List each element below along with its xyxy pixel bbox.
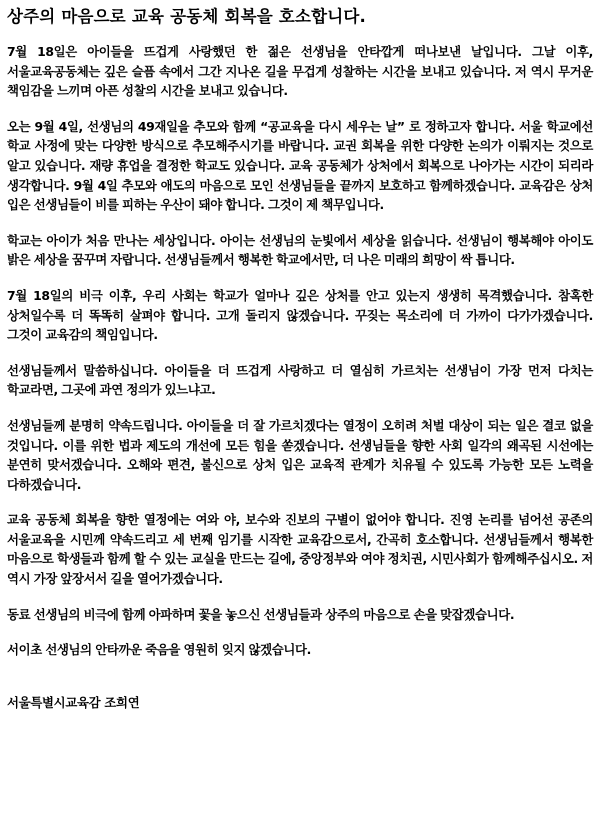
paragraph-never-forget: 서이초 선생님의 안타까운 죽음을 영원히 잊지 않겠습니다.	[7, 642, 312, 658]
paragraph-july18-farewell: 7월 18일은 아이들을 뜨겁게 사랑했던 한 젊은 선생님을 안타깝게 떠나보낸 날입니다. 그날 이후, 서울교육공동체는 깊은 슬픔 속에서 그간 지나온 길을 무겁게 성찰하는 시간을 보내고 있습니다. 저 역시 무거운 책임감을 느끼며 아픈 성찰의 시간을 보내고 있습니다.	[7, 44, 593, 99]
paragraph-after-tragedy: 7월 18일의 비극 이후, 우리 사회는 학교가 얼마나 깊은 상처를 안고 있는지 생생히 목격했습니다. 참혹한 상처일수록 더 똑똑히 살펴야 합니다. 고개 돌리지 않겠습니다. 꾸짖는 목소리에 더 가까이 다가가겠습니다. 그것이 교육감의 책임입니다.	[7, 287, 593, 343]
paragraph-appeal: 교육 공동체 회복을 향한 열정에는 여와 야, 보수와 진보의 구별이 없어야 합니다. 진영 논리를 넘어선 공존의 서울교육을 시민께 약속드리고 세 번째 임기를 시작한 교육감으로서, 간곡히 호소합니다. 선생님들께서 행복한 마음으로 학생들과 함께 할 수 있는 교실을 만드는 길에, 중앙정부와 여야 정치권, 시민사회가 함께해주십시오. 저 역시 가장 앞장서서 길을 열어가겠습니다.	[7, 512, 593, 587]
document-title: 상주의 마음으로 교육 공동체 회복을 호소합니다.	[7, 7, 366, 26]
paragraph-join-hands: 동료 선생님의 비극에 함께 아파하며 꽃을 놓으신 선생님들과 상주의 마음으로 손을 맞잡겠습니다.	[7, 606, 515, 622]
paragraph-promise: 선생님들께 분명히 약속드립니다. 아이들을 더 잘 가르치겠다는 열정이 오히려 처벌 대상이 되는 일은 결코 없을 것입니다. 이를 위한 법과 제도의 개선에 모든 힘을 쏟겠습니다. 선생님들을 향한 사회 일각의 왜곡된 시선에는 분연히 맞서겠습니다. 오해와 편견, 불신으로 상처 입은 교육적 관계가 치유될 수 있도록 가능한 모든 노력을 다하겠습니다.	[7, 417, 593, 492]
signature: 서울특별시교육감 조희연	[7, 694, 140, 710]
paragraph-teachers-ask: 선생님들께서 말씀하십니다. 아이들을 더 뜨겁게 사랑하고 더 열심히 가르치는 선생님이 가장 먼저 다치는 학교라면, 그곳에 과연 정의가 있느냐고.	[7, 362, 593, 398]
paragraph-school-is-world: 학교는 아이가 처음 만나는 세상입니다. 아이는 선생님의 눈빛에서 세상을 읽습니다. 선생님이 행복해야 아이도 밝은 세상을 꿈꾸며 자랍니다. 선생님들께서 행복한 학교에서만, 더 나은 미래의 희망이 싹 틉니다.	[7, 232, 593, 268]
statement-document	[7, 6, 593, 712]
paragraph-sept4-memorial: 오는 9월 4일, 선생님의 49재일을 추모와 함께 “공교육을 다시 세우는 날” 로 정하고자 합니다. 서울 학교에선 학교 사정에 맞는 다양한 방식으로 추모해주시기를 바랍니다. 교권 회복을 위한 다양한 논의가 이뤄지는 것으로 알고 있습니다. 재량 휴업을 결정한 학교도 있습니다. 교육 공동체가 상처에서 회복으로 나아가는 시간이 되리라 생각합니다. 9월 4일 추모와 애도의 마음으로 모인 선생님들을 끝까지 보호하고 함께하겠습니다. 교육감은 상처 입은 선생님들이 비를 피하는 우산이 돼야 합니다. 그것이 제 책무입니다.	[7, 118, 593, 213]
